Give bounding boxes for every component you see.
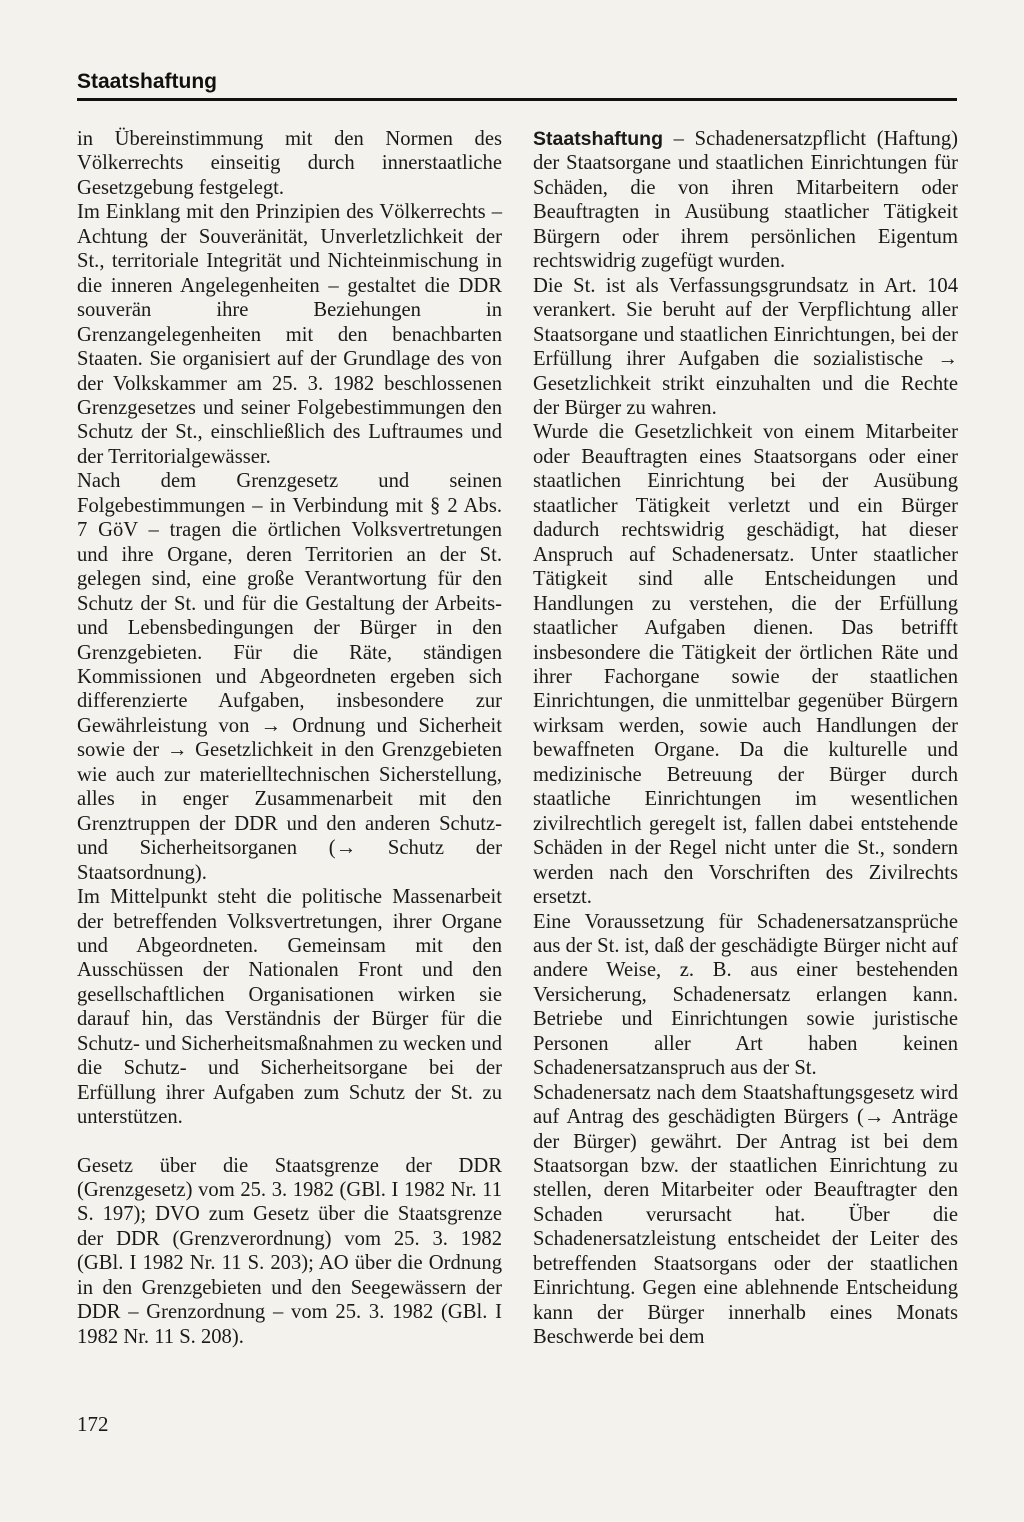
entry-definition: – Schadenersatzpflicht (Haftung) der Staatsorgane und staatlichen Einrichtungen für Schäden, die von ihren Mitarbeitern oder Beauftragten in Ausübung staatlicher Tätigkeit Bürgern oder ihrem persönlichen Eigentum rechtswidrig zugefügt wurden. — [533, 128, 958, 273]
header-rule — [77, 98, 957, 101]
left-paragraph-1: in Übereinstimmung mit den Normen des Völkerrechts einseitig durch innerstaatliche Gesetzgebung festgelegt. — [77, 128, 502, 199]
right-paragraph-4: Schadenersatz nach dem Staatshaftungsgesetz wird auf Antrag des geschädigten Bürgers (→ Anträge der Bürger) gewährt. Der Antrag ist bei dem Staatsorgan bzw. der staatlichen Einrichtung zu stellen, deren Mitarbeiter oder Beauftragter den Schaden verursacht hat. Über die Schadenersatzleistung entscheidet der Leiter des betreffenden Staatsorgans oder der staatlichen Einrichtung. Gegen eine ablehnende Entscheidung kann der Bürger innerhalb eines Monats Beschwerde bei dem — [533, 1081, 958, 1349]
entry-headword: Staatshaftung — [533, 128, 664, 150]
entry-paragraph — [533, 127, 958, 274]
left-paragraph-3: Nach dem Grenzgesetz und seinen Folgebestimmungen – in Verbindung mit § 2 Abs. 7 GöV – tragen die örtlichen Volksvertretungen und ihre Organe, deren Territorien an der St. gelegen sind, eine große Verantwortung für den Schutz der St. und für die Gestaltung der Arbeits- und Lebensbedingungen der Bürger in den Grenzgebieten. Für die Räte, ständigen Kommissionen und Abgeordneten ergeben sich differenzierte Aufgaben, insbesondere zur Gewährleistung von → Ordnung und Sicherheit sowie der → Gesetzlichkeit in den Grenzgebieten wie auch zur materielltechnischen Sicherstellung, alles in enger Zusammenarbeit mit den Grenztruppen der DDR und den anderen Schutz- und Sicherheitsorganen (→ Schutz der Staatsordnung). — [77, 470, 502, 884]
left-column — [77, 127, 502, 1349]
running-title: Staatshaftung — [77, 70, 218, 93]
right-paragraph-3: Eine Voraussetzung für Schadenersatzansprüche aus der St. ist, daß der geschädigte Bürger nicht auf andere Weise, z. B. aus einer bestehenden Versicherung, Schadenersatz erlangen kann. Betriebe und Einrichtungen sowie juristische Personen aller Art haben keinen Schadenersatzanspruch aus der St. — [533, 910, 958, 1080]
legal-references: Gesetz über die Staatsgrenze der DDR (Grenzgesetz) vom 25. 3. 1982 (GBl. I 1982 Nr. 11 S. 197); DVO zum Gesetz über die Staatsgrenze der DDR (Grenzverordnung) vom 25. 3. 1982 (GBl. I 1982 Nr. 11 S. 203); AO über die Ordnung in den Grenzgebieten und den Seegewässern der DDR – Grenzordnung – vom 25. 3. 1982 (GBl. I 1982 Nr. 11 S. 208). — [77, 1154, 502, 1348]
left-paragraph-4: Im Mittelpunkt steht die politische Massenarbeit der betreffenden Volksvertretungen, ihrer Organe und Abgeordneten. Gemeinsam mit den Ausschüssen der Nationalen Front und den gesellschaftlichen Organisationen wirken sie darauf hin, das Verständnis der Bürger für die Schutz- und Sicherheitsmaßnahmen zu wecken und die Schutz- und Sicherheitsorgane bei der Erfüllung ihrer Aufgaben zum Schutz der St. zu unterstützen. — [77, 886, 502, 1129]
left-paragraph-2: Im Einklang mit den Prinzipien des Völkerrechts – Achtung der Souveränität, Unverletzlichkeit der St., territoriale Integrität und Nichteinmischung in die inneren Angelegenheiten – gestaltet die DDR souverän ihre Beziehungen in Grenzangelegenheiten mit den benachbarten Staaten. Sie organisiert auf der Grundlage des von der Volkskammer am 25. 3. 1982 beschlossenen Grenzgesetzes und seiner Folgebestimmungen den Schutz der St., einschließlich des Luftraumes und der Territorialgewässer. — [77, 201, 502, 468]
right-paragraph-2: Wurde die Gesetzlichkeit von einem Mitarbeiter oder Beauftragten eines Staatsorgans oder einer staatlichen Einrichtung bei der Ausübung staatlicher Tätigkeit verletzt und ein Bürger dadurch rechtswidrig geschädigt, hat dieser Anspruch auf Schadenersatz. Unter staatlicher Tätigkeit sind alle Entscheidungen und Handlungen zu verstehen, die der Erfüllung staatlicher Aufgaben dienen. Das betrifft insbesondere die Tätigkeit der örtlichen Räte und ihrer Fachorgane sowie der staatlichen Einrichtungen, die unmittelbar gegenüber Bürgern wirksam werden, sowie auch Handlungen der bewaffneten Organe. Da die kulturelle und medizinische Betreuung der Bürger durch staatliche Einrichtungen im wesentlichen zivilrechtlich geregelt ist, fallen dabei entstehende Schäden in der Regel nicht unter die St., sondern werden nach den Vorschriften des Zivilrechts ersetzt. — [533, 421, 958, 909]
right-paragraph-1: Die St. ist als Verfassungsgrundsatz in Art. 104 verankert. Sie beruht auf der Verpflichtung aller Staatsorgane und staatlichen Einrichtungen, bei der Erfüllung ihrer Aufgaben die sozialistische → Gesetzlichkeit strikt einzuhalten und die Rechte der Bürger zu wahren. — [533, 274, 958, 419]
right-column — [533, 127, 958, 1350]
page-number: 172 — [77, 1412, 109, 1436]
